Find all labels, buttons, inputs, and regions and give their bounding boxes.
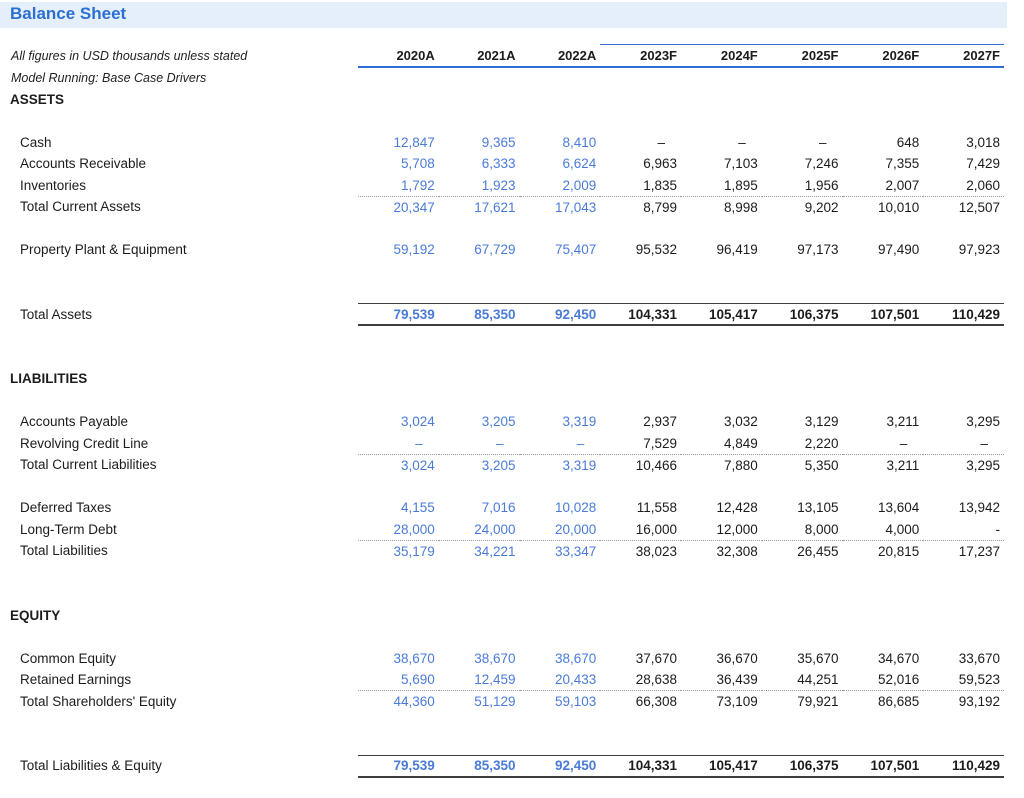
- col-header-2024f: 2024F: [681, 45, 762, 67]
- value-cell: 28,000: [393, 521, 435, 537]
- value-cell: 3,024: [400, 414, 435, 430]
- page-title: Balance Sheet: [10, 4, 127, 23]
- row-retained-earnings: [0, 669, 1004, 691]
- value-cell: 75,407: [554, 242, 597, 258]
- value-cell: 32,308: [681, 540, 762, 562]
- section-header: EQUITY: [10, 607, 61, 623]
- value-cell: 110,429: [923, 304, 1004, 326]
- value-cell: 36,439: [716, 672, 758, 687]
- value-cell: 3,205: [481, 414, 516, 430]
- value-cell: -: [995, 521, 1000, 537]
- spacer-row: [0, 562, 1004, 584]
- value-cell: 38,670: [554, 650, 597, 666]
- sheet-header: [0, 45, 1004, 89]
- value-cell: 59,192: [393, 242, 435, 258]
- value-cell: 10,028: [554, 500, 597, 516]
- header-spacer: [358, 67, 1004, 89]
- value-cell: [358, 605, 439, 627]
- sheet-body: [0, 89, 1004, 777]
- value-cell: 9,202: [762, 196, 843, 218]
- value-cell: 79,921: [762, 691, 843, 713]
- col-header-2025f: 2025F: [762, 45, 843, 67]
- spacer-cell: [0, 110, 1004, 132]
- value-cell: 20,815: [843, 540, 924, 562]
- row-accounts-payable: [0, 411, 1004, 433]
- row-common-equity: [0, 648, 1004, 670]
- value-cell: 26,455: [762, 540, 843, 562]
- spacer-cell: [0, 390, 1004, 412]
- value-cell: 59,523: [958, 672, 1000, 687]
- value-cell: 7,429: [966, 156, 1000, 172]
- value-cell: [439, 368, 520, 390]
- row-assets: [0, 89, 1004, 111]
- value-cell: 34,670: [877, 650, 920, 666]
- spacer-row: [0, 347, 1004, 369]
- value-cell: 3,205: [439, 454, 520, 476]
- value-cell: 2,009: [562, 177, 597, 193]
- value-cell: 20,000: [554, 521, 597, 537]
- row-deferred-taxes: [0, 497, 1004, 519]
- value-cell: 51,129: [439, 691, 520, 713]
- value-cell: [762, 89, 843, 111]
- value-cell: 20,433: [554, 672, 597, 687]
- model-note: Model Running: Base Case Drivers: [11, 70, 207, 85]
- value-cell: 1,895: [723, 177, 758, 193]
- col-header-2021a: 2021A: [439, 45, 520, 67]
- value-cell: –: [415, 435, 423, 451]
- value-cell: 11,558: [636, 500, 677, 516]
- value-cell: 3,032: [723, 414, 758, 430]
- balance-sheet-table: [0, 44, 1004, 778]
- value-cell: 66,308: [600, 691, 681, 713]
- value-cell: 73,109: [681, 691, 762, 713]
- value-cell: [520, 605, 601, 627]
- value-cell: 3,129: [804, 414, 839, 430]
- value-cell: 10,466: [600, 454, 681, 476]
- value-cell: [600, 605, 681, 627]
- value-cell: [681, 89, 762, 111]
- spacer-cell: [0, 562, 1004, 584]
- row-total-liabilities: [0, 540, 1004, 562]
- row-label: Revolving Credit Line: [20, 435, 149, 451]
- value-cell: 105,417: [681, 755, 762, 777]
- value-cell: 35,179: [358, 540, 439, 562]
- value-cell: 13,604: [877, 500, 920, 516]
- row-accounts-receivable: [0, 153, 1004, 175]
- value-cell: 4,000: [885, 521, 920, 537]
- value-cell: [923, 368, 1004, 390]
- value-cell: [843, 89, 924, 111]
- value-cell: 3,018: [966, 134, 1000, 150]
- spacer-row: [0, 583, 1004, 605]
- value-cell: 97,173: [797, 242, 839, 258]
- row-label: Total Current Liabilities: [20, 457, 157, 473]
- value-cell: 67,729: [474, 242, 516, 258]
- row-label: Retained Earnings: [20, 672, 132, 688]
- value-cell: 97,923: [958, 242, 1000, 258]
- spacer-row: [0, 110, 1004, 132]
- spacer-cell: [0, 476, 1004, 498]
- spacer-cell: [0, 626, 1004, 648]
- value-cell: 13,942: [958, 500, 1000, 516]
- value-cell: 7,355: [885, 156, 920, 172]
- value-cell: 106,375: [762, 755, 843, 777]
- value-cell: 85,350: [439, 304, 520, 326]
- value-cell: 12,428: [716, 500, 758, 516]
- value-cell: 97,490: [877, 242, 920, 258]
- value-cell: 104,331: [600, 304, 681, 326]
- value-cell: 2,060: [966, 177, 1000, 193]
- value-cell: 9,365: [481, 134, 516, 150]
- value-cell: 8,410: [562, 134, 597, 150]
- row-label: Total Current Assets: [20, 199, 141, 215]
- spacer-row: [0, 390, 1004, 412]
- value-cell: 7,246: [804, 156, 839, 172]
- value-cell: [762, 605, 843, 627]
- spacer-row: [0, 282, 1004, 304]
- value-cell: 7,529: [643, 435, 677, 451]
- value-cell: 96,419: [716, 242, 758, 258]
- row-total-shareholders-equity: [0, 691, 1004, 713]
- value-cell: 6,624: [562, 156, 597, 172]
- value-cell: 7,103: [723, 156, 758, 172]
- value-cell: 8,998: [681, 196, 762, 218]
- row-total-liabilities-equity: [0, 755, 1004, 777]
- value-cell: 2,937: [643, 414, 677, 430]
- value-cell: [762, 368, 843, 390]
- spacer-cell: [0, 583, 1004, 605]
- value-cell: 4,155: [400, 500, 435, 516]
- value-cell: 3,319: [520, 454, 601, 476]
- row-cash: [0, 132, 1004, 154]
- value-cell: 8,799: [600, 196, 681, 218]
- value-cell: 44,360: [358, 691, 439, 713]
- row-label: Accounts Receivable: [20, 156, 147, 172]
- row-label: Cash: [20, 134, 52, 150]
- value-cell: 38,670: [393, 650, 435, 666]
- value-cell: 107,501: [843, 755, 924, 777]
- value-cell: 7,880: [681, 454, 762, 476]
- value-cell: 38,670: [474, 650, 516, 666]
- value-cell: 106,375: [762, 304, 843, 326]
- value-cell: 107,501: [843, 304, 924, 326]
- value-cell: 3,211: [886, 414, 920, 430]
- value-cell: 93,192: [923, 691, 1004, 713]
- value-cell: [520, 368, 601, 390]
- title-bar: [0, 2, 1007, 28]
- value-cell: 5,690: [400, 672, 435, 687]
- value-cell: 12,000: [716, 521, 758, 537]
- value-cell: –: [818, 134, 827, 150]
- value-cell: 7,016: [481, 500, 516, 516]
- value-cell: 3,295: [923, 454, 1004, 476]
- spacer-row: [0, 218, 1004, 240]
- value-cell: [358, 368, 439, 390]
- value-cell: 6,333: [481, 156, 516, 172]
- value-cell: 34,221: [439, 540, 520, 562]
- row-label: Accounts Payable: [20, 414, 129, 430]
- value-cell: –: [495, 435, 504, 451]
- value-cell: –: [576, 435, 585, 451]
- spacer-cell: [0, 734, 1004, 756]
- spacer-row: [0, 734, 1004, 756]
- value-cell: –: [980, 435, 988, 451]
- row-inventories: [0, 175, 1004, 197]
- value-cell: 36,670: [716, 650, 758, 666]
- value-cell: 3,295: [966, 414, 1000, 430]
- value-cell: 105,417: [681, 304, 762, 326]
- spacer-row: [0, 325, 1004, 347]
- value-cell: 648: [896, 134, 920, 150]
- value-cell: 16,000: [635, 521, 677, 537]
- value-cell: 104,331: [600, 755, 681, 777]
- spacer-cell: [0, 347, 1004, 369]
- value-cell: 8,000: [804, 521, 839, 537]
- model-note-row: [0, 67, 1004, 89]
- value-cell: 1,792: [400, 177, 435, 193]
- spacer-cell: [0, 261, 1004, 283]
- value-cell: 79,539: [358, 755, 439, 777]
- section-header: ASSETS: [10, 91, 65, 107]
- value-cell: [439, 605, 520, 627]
- value-cell: 92,450: [520, 304, 601, 326]
- value-cell: 95,532: [635, 242, 677, 258]
- spacer-row: [0, 712, 1004, 734]
- row-property-plant-equipment: [0, 239, 1004, 261]
- value-cell: 12,507: [923, 196, 1004, 218]
- row-label: Total Assets: [20, 306, 93, 322]
- row-label: Total Shareholders' Equity: [20, 693, 177, 709]
- value-cell: 6,963: [643, 156, 677, 172]
- value-cell: 1,835: [643, 177, 677, 193]
- row-label: Property Plant & Equipment: [20, 242, 187, 258]
- col-header-2023f: 2023F: [600, 45, 681, 67]
- col-header-2020a: 2020A: [358, 45, 439, 67]
- col-header-2026f: 2026F: [843, 45, 924, 67]
- value-cell: 33,670: [958, 650, 1000, 666]
- value-cell: 2,007: [885, 177, 920, 193]
- value-cell: 2,220: [804, 435, 839, 451]
- value-cell: 13,105: [797, 500, 839, 516]
- value-cell: 44,251: [797, 672, 839, 687]
- value-cell: 20,347: [358, 196, 439, 218]
- value-cell: 12,847: [393, 134, 435, 150]
- value-cell: 85,350: [439, 755, 520, 777]
- value-cell: [358, 89, 439, 111]
- value-cell: 3,211: [843, 454, 924, 476]
- value-cell: 3,024: [358, 454, 439, 476]
- value-cell: [681, 368, 762, 390]
- value-cell: 28,638: [635, 672, 677, 687]
- row-label: Total Liabilities & Equity: [20, 758, 162, 774]
- value-cell: 17,043: [520, 196, 601, 218]
- value-cell: –: [657, 134, 665, 150]
- value-cell: [439, 89, 520, 111]
- value-cell: –: [899, 435, 908, 451]
- value-cell: [681, 605, 762, 627]
- value-cell: 52,016: [877, 672, 920, 687]
- row-total-current-assets: [0, 196, 1004, 218]
- row-total-assets: [0, 304, 1004, 326]
- spacer-row: [0, 476, 1004, 498]
- row-liabilities: [0, 368, 1004, 390]
- value-cell: 17,621: [439, 196, 520, 218]
- row-total-current-liabilities: [0, 454, 1004, 476]
- value-cell: [923, 605, 1004, 627]
- value-cell: 3,319: [562, 414, 597, 430]
- row-long-term-debt: [0, 519, 1004, 541]
- value-cell: 38,023: [600, 540, 681, 562]
- value-cell: 79,539: [358, 304, 439, 326]
- spacer-cell: [0, 218, 1004, 240]
- value-cell: 110,429: [923, 755, 1004, 777]
- row-revolving-credit-line: [0, 433, 1004, 455]
- year-header-row: [0, 45, 1004, 67]
- value-cell: 92,450: [520, 755, 601, 777]
- spacer-cell: [0, 282, 1004, 304]
- value-cell: 37,670: [635, 650, 677, 666]
- section-header: LIABILITIES: [10, 371, 88, 387]
- value-cell: 4,849: [723, 435, 758, 451]
- spacer-cell: [0, 712, 1004, 734]
- value-cell: [600, 89, 681, 111]
- value-cell: [520, 89, 601, 111]
- spacer-row: [0, 626, 1004, 648]
- value-cell: 1,923: [481, 177, 516, 193]
- row-label: Common Equity: [20, 650, 117, 666]
- value-cell: 17,237: [923, 540, 1004, 562]
- value-cell: 24,000: [474, 521, 516, 537]
- value-cell: 86,685: [843, 691, 924, 713]
- spacer-cell: [0, 325, 1004, 347]
- row-label: Deferred Taxes: [20, 500, 112, 516]
- value-cell: 1,956: [804, 177, 839, 193]
- spacer-row: [0, 261, 1004, 283]
- value-cell: [600, 368, 681, 390]
- value-cell: 5,350: [762, 454, 843, 476]
- value-cell: 35,670: [797, 650, 839, 666]
- value-cell: –: [738, 134, 746, 150]
- value-cell: 59,103: [520, 691, 601, 713]
- row-equity: [0, 605, 1004, 627]
- value-cell: 5,708: [400, 156, 435, 172]
- row-label: Inventories: [20, 177, 87, 193]
- row-label: Long-Term Debt: [20, 521, 117, 537]
- value-cell: 10,010: [843, 196, 924, 218]
- col-header-2022a: 2022A: [520, 45, 601, 67]
- value-cell: [843, 605, 924, 627]
- value-cell: [843, 368, 924, 390]
- col-header-2027f: 2027F: [923, 45, 1004, 67]
- units-note: All figures in USD thousands unless stated: [11, 48, 248, 63]
- value-cell: 12,459: [474, 672, 516, 687]
- value-cell: [923, 89, 1004, 111]
- row-label: Total Liabilities: [20, 543, 108, 559]
- value-cell: 33,347: [520, 540, 601, 562]
